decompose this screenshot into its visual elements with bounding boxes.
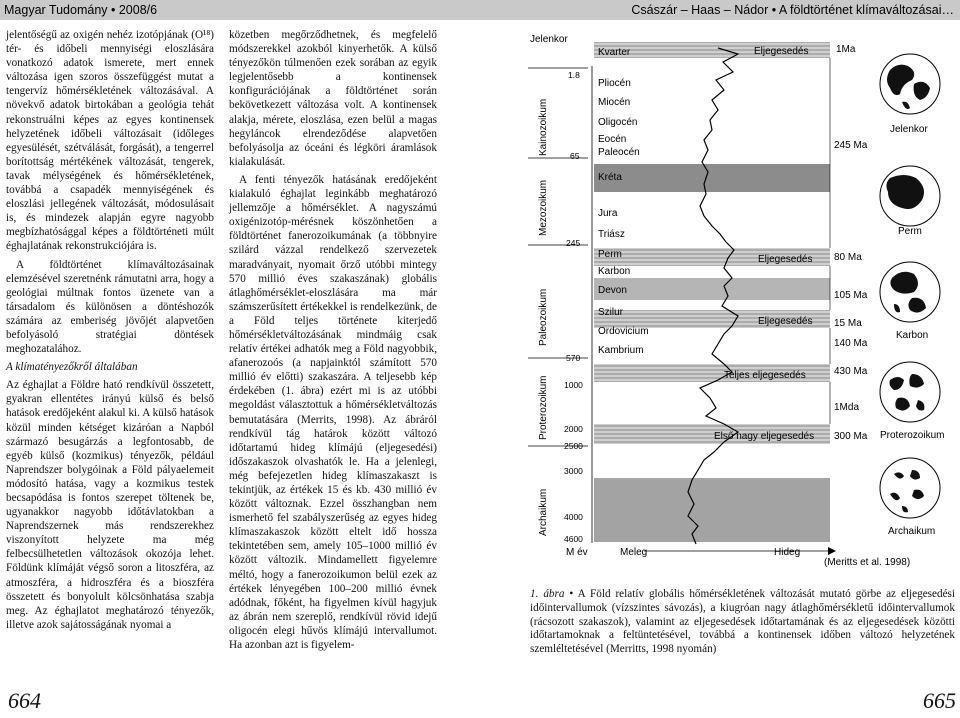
period-label: Devon <box>598 285 627 296</box>
warm-band-devon <box>594 278 830 300</box>
text-column-2 <box>229 28 437 656</box>
period-label: Szilur <box>598 307 624 318</box>
period-label: Oligocén <box>598 117 638 128</box>
age-tick: 3000 <box>564 466 583 476</box>
eon-label-kainozoikum: Kainozoikum <box>538 98 549 156</box>
text-column-1 <box>6 28 214 636</box>
warm-band-archaikum <box>594 478 830 542</box>
warm-band-kreta <box>594 164 830 192</box>
age-tick: 4000 <box>564 512 583 522</box>
glaciation-label: Eljegesedés <box>758 254 813 265</box>
cold-label: Hideg <box>774 547 801 558</box>
period-label: Paleocén <box>598 147 640 158</box>
warm-label: Meleg <box>620 547 648 558</box>
period-label: Kvarter <box>598 47 631 58</box>
first-glaciation-label: Első nagy eljegesedés <box>714 431 815 442</box>
page-number-right: 665 <box>923 688 956 713</box>
age-tick: 1000 <box>564 380 583 390</box>
age-tick: 1.8 <box>568 70 580 80</box>
glaciation-label: Eljegesedés <box>754 46 809 57</box>
eon-label-paleozoikum: Paleozoikum <box>538 288 549 346</box>
page-number-left: 664 <box>8 688 41 713</box>
duration-label: 430 Ma <box>834 366 868 377</box>
globe-label: Perm <box>898 226 922 237</box>
period-label: Eocén <box>598 134 627 145</box>
globe-proterozoikum <box>880 362 940 422</box>
period-label: Ordovicium <box>598 326 649 337</box>
globe-label: Archaikum <box>888 526 936 537</box>
period-label: Miocén <box>598 97 631 108</box>
age-tick: 570 <box>566 353 581 363</box>
paragraph: közetben megőrződhetnek, és megfelelő módszerekkel azokból kinyerhetők. A külső tényezőkön túlmenően ezek sorában az egyik legjelentősebb a kontinensek konfigurációjának a földtörténet során bekövetkezett változása volt. A kontinensek alakja, mérete, eloszlása, ezen belül a magas hegyláncok elrendeződése alapvetően befolyásolja az óceáni és légköri áramlások kialakulását. <box>229 29 437 168</box>
eon-label-archaikum: Archaikum <box>538 488 549 536</box>
eon-label-proterozoikum: Proterozoikum <box>538 375 549 440</box>
top-label-jelenkor: Jelenkor <box>530 34 568 45</box>
caption-text: • A Föld relatív globális hőmérsékletének változását mutató görbe az eljegesedési időintervallumok (vízszintes sávozás), a kiugróan nagy átlaghőmérsékletű időintervallumok (rácsozott szakaszok), valamint az eljegesedések időtartamának és az eljegesedések közötti időtartamoknak a feltüntetésével, továbbá a kontinensek időben változó helyzetének szemléltetésével (Merritts, 1998 nyomán) <box>530 588 956 656</box>
duration-label: 105 Ma <box>834 290 868 301</box>
paragraph: A fenti tényezők hatásának eredőjeként kialakuló éghajlat leginkább meghatározó jellemzője a hőmérséklet. A nagyszámú oxigénizotóp-mérésnek köszönhetően a földtörténet fanerozoikumának (a többnyire szilárd vázzal rendelkező szervezetek maradványait, nyomait őrző utóbbi mintegy 570 millió éves szakaszának) globális átlaghőmérséklet-eloszlására ma már számszerűsített értékekkel is rendelkezünk, de a Föld teljes története kiterjedő hőmérsékletváltozásának mindmáig csak relatív értékei adhatók meg a Föld nagyobbik, afanerozoós (a napjainktól számított 570 millió év előtti) szakaszára. A teljesebb kép érdekében (1. ábra) ezért mi is az utóbbi megoldást választottuk a hőmérsékletváltozás bemutatására (Merrits, 1998). Az ábráról rendkívül tág határok között változó időtartamú hideg klímájú (eljegesedési) időszakaszok olvashatók le. Ha a jelenlegi, még befejezetlen hideg klímaszakaszt is tekintjük, az értékek 15 és kb. 430 millió év között változnak. Ezzel összhangban nem ismerhető fel szabályszerűség az egyes hideg klímaszakaszok között eltelt idő hossza tekintetében sem, amely 105–1000 millió év között változik. Mindamellett figyelemre méltó, hogy a fanerozoikumon belül ezek az értékek lényegében 100–200 millió évnek adódnak, főként, ha figyelmen kívül hagyjuk az ábrán nem szereplő, rendkívül rövid idejű oligocén elegi hűvös klímájú intervallumot. Ha azonban azt is figyelem- <box>229 173 437 652</box>
paragraph: Az éghajlat a Földre ható rendkívül összetett, gyakran ellentétes irányú külső és belső hatások eredőjeként alakul ki. A külső hatások közül minden kétséget kizáróan a Napból származó besugárzás a legfontosabb, de egyéb külső (kozmikus) tényezők, például Naprendszer bolygóinak a Föld pályaelemeit módosító hatása, vagy a kozmikus testek becsapódása is fontos szerepet töltenek be, ugyanakkor nagyobb időtávlatokban a Naprendszernek más rendszerekhez viszonyított helyzete ma még felbecsülhetetlen változások okozója lehet. Földünk klímáját végső soron a litoszféra, az atmoszféra, a hidroszféra és a bioszféra összetett és bonyolult kölcsönhatása szabja meg. Az éghajlatot meghatározó tényezők, illetve azok sajátosságának nyomai a <box>6 379 214 631</box>
duration-label: 1Mda <box>834 402 860 413</box>
age-tick: 4600 <box>564 534 583 544</box>
paragraph: A földtörténet klímaváltozásainak elemzésével szeretnénk rámutatni arra, hogy a geológiai múltnak fontos üzenete van a társadalom és különösen a döntéshozók számára az emberiség jövőjét alapvetően befolyásoló stratégiai döntések meghozatalához. <box>6 258 214 356</box>
caption-number: 1. ábra <box>530 588 565 600</box>
period-label: Pliocén <box>598 78 631 89</box>
duration-label: 15 Ma <box>834 318 862 329</box>
globe-label: Proterozoikum <box>880 430 945 441</box>
globe-label: Karbon <box>896 330 929 341</box>
period-label: Kambrium <box>598 345 644 356</box>
globe-archaikum <box>880 458 940 518</box>
globe-jelenkor <box>880 54 940 114</box>
period-label: Jura <box>598 208 618 219</box>
eon-label-mezozoikum: Mezozoikum <box>538 179 549 236</box>
period-label: Kréta <box>598 172 622 183</box>
age-tick: 2500 <box>564 441 583 451</box>
period-label: Triász <box>598 229 625 240</box>
age-tick: 65 <box>570 151 580 161</box>
source-credit: (Meritts et al. 1998) <box>824 557 911 568</box>
period-label: Karbon <box>598 266 631 277</box>
age-unit: M év <box>566 547 588 558</box>
period-label: Perm <box>598 249 622 260</box>
section-subheading: A klímatényezőkről általában <box>6 361 138 374</box>
duration-label: 300 Ma <box>834 431 868 442</box>
figure-caption <box>530 588 955 657</box>
running-header-left: Magyar Tudomány • 2008/6 <box>0 0 480 20</box>
age-tick: 245 <box>566 238 581 248</box>
duration-label: 140 Ma <box>834 338 868 349</box>
globe-karbon <box>880 262 940 322</box>
age-tick: 2000 <box>564 424 583 434</box>
duration-label: 1Ma <box>836 44 856 55</box>
globe-perm <box>880 166 940 226</box>
duration-label: 80 Ma <box>834 252 862 263</box>
full-glaciation-label: Teljes eljegesedés <box>724 370 806 381</box>
glaciation-label: Eljegesedés <box>758 316 813 327</box>
duration-label: 245 Ma <box>834 140 868 151</box>
figure-1-climate-diagram <box>528 28 958 578</box>
running-header-right: Császár – Haas – Nádor • A földtörténet klímaváltozásai… <box>480 0 960 20</box>
globe-label: Jelenkor <box>890 124 928 135</box>
paragraph: jelentőségű az oxigén nehéz izotópjának (O¹⁸) tér- és időbeli mennyiségi eloszlására vonatkozó adatok ismerete, mert ennek változása igen szoros összefüggést mutat a tengervíz hőmérsékletének változásával. A növekvő adatok birtokában a geológia tehát rekonstruálni képes az egyes kontinensek helyzetének időbeli változásait (időleges egyesülését, szétválását, forgását), a tengerrel borítottság mértékének változását, tengerek, tavak mélységének és hőmérsékletének, továbbá a csapadék mennyiségének és eloszlási jellegének változását, módosulásait is, és mindezek alapján egyre nagyobb megbízhatósággal képes a földtörténeti múlt éghajlatának rekonstrukciójára is. <box>6 29 214 253</box>
